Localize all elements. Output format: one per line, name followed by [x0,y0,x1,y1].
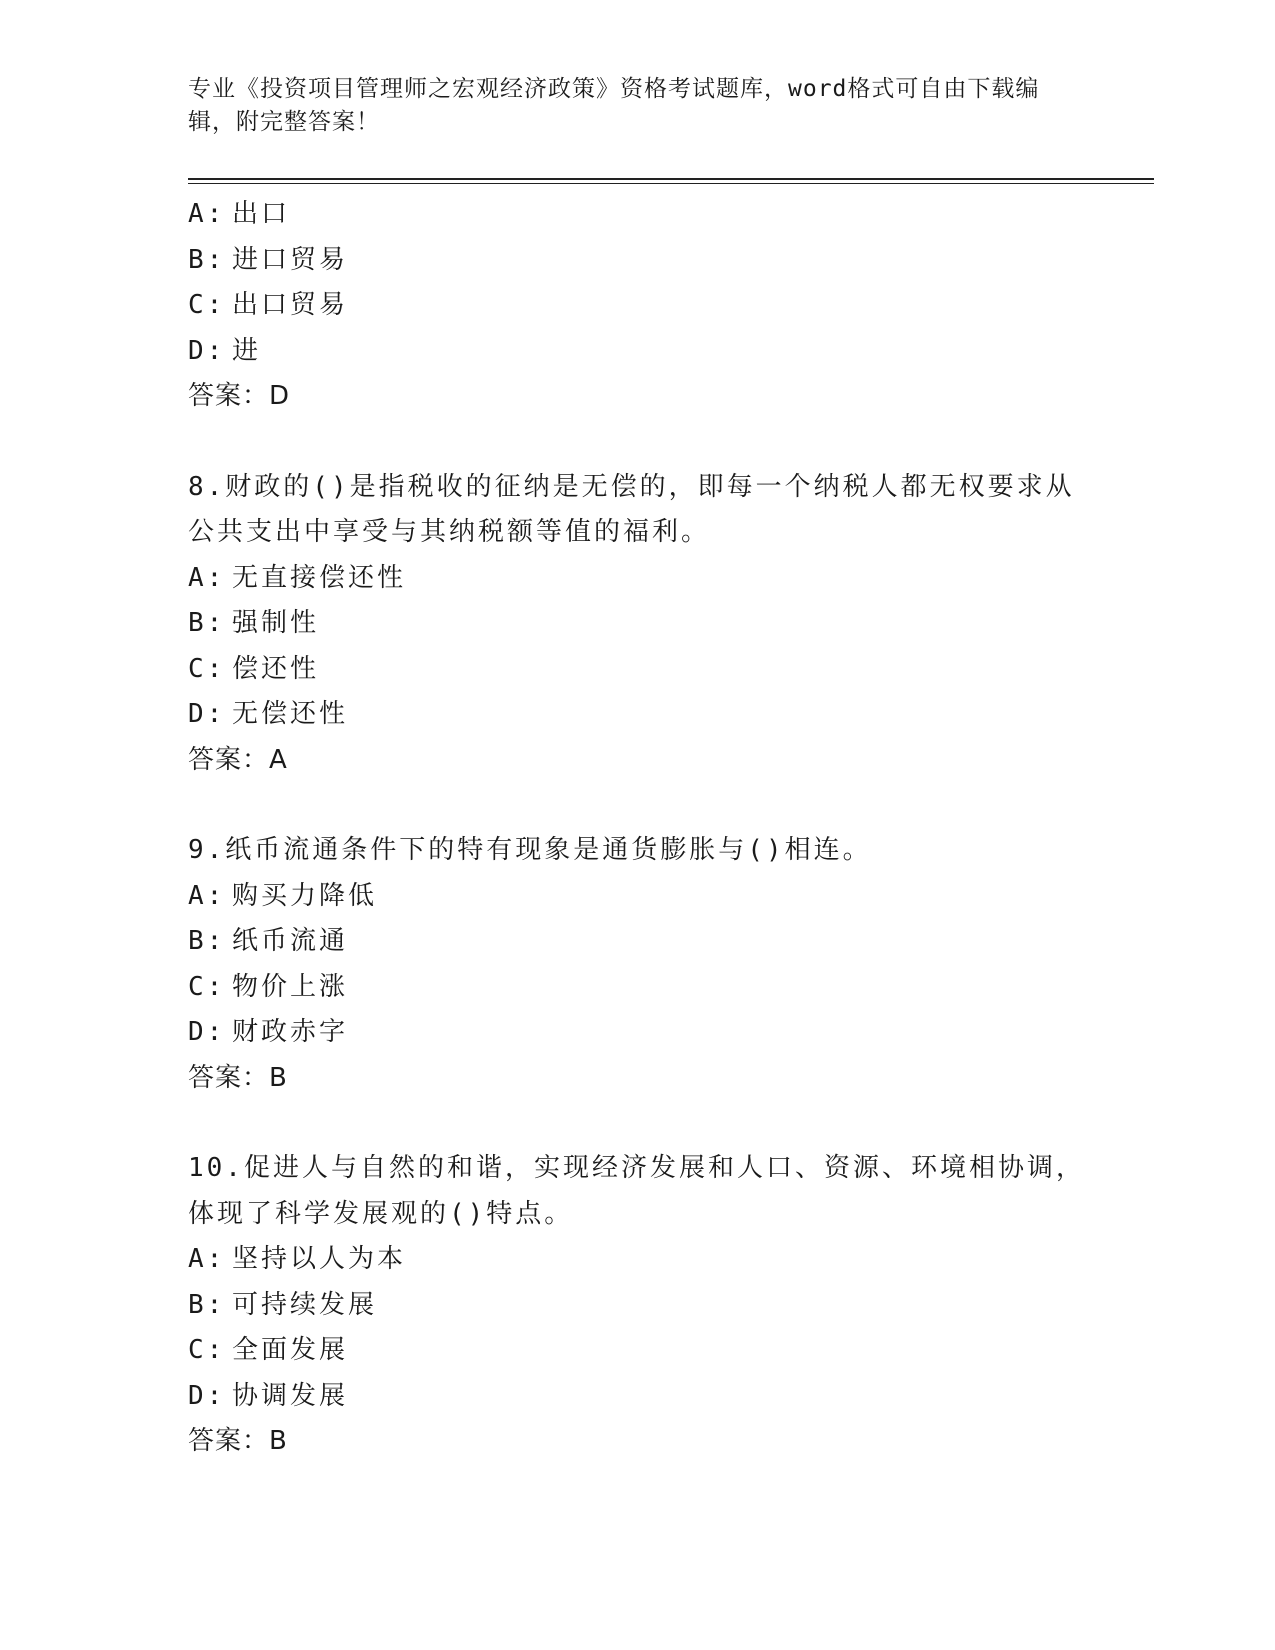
header-line-2: 辑，附完整答案！ [188,109,380,135]
option-text: 进 [232,335,262,366]
option-text: 物价上涨 [232,971,349,1002]
option-key: D: [188,1017,226,1047]
option-key: A: [188,880,226,911]
option-key: A: [188,562,226,593]
option-key: A: [188,1244,226,1274]
option-key: D: [188,1380,226,1411]
question-stem-line-1: 10.促进人与自然的和谐，实现经济发展和人口、资源、环境相协调， [188,1153,1085,1183]
option-text: 购买力降低 [232,880,378,911]
spacer [188,420,1088,465]
question-stem-line-2: 体现了科学发展观的()特点。 [188,1198,574,1229]
spacer [188,1101,1088,1146]
spacer [188,783,1088,828]
answer-line: 答案：A [188,744,288,775]
option-key: D: [188,335,226,366]
option-text: 进口贸易 [232,244,349,275]
option-c [188,647,1088,693]
option-d [188,692,1088,738]
question-stem-line-1: 9.纸币流通条件下的特有现象是通货膨胀与()相连。 [188,835,872,865]
question-stem-line-1: 8.财政的()是指税收的征纳是无偿的，即每一个纳税人都无权要求从 [188,471,1075,502]
answer-line: 答案：D [188,381,291,411]
option-key: C: [188,653,226,684]
header-line-1: 专业《投资项目管理师之宏观经济政策》资格考试题库，word格式可自由下载编 [188,76,1040,102]
question-block [188,828,1088,1101]
option-d [188,1010,1088,1056]
question-list [188,192,1088,1465]
option-a [188,192,1088,238]
option-text: 出口 [232,199,291,229]
question-block [188,192,1088,420]
header-rule-thick [188,178,1154,180]
option-text: 全面发展 [232,1335,349,1365]
option-b [188,919,1088,965]
option-key: C: [188,290,226,320]
option-b [188,238,1088,284]
option-key: B: [188,608,226,638]
option-c [188,283,1088,329]
option-key: C: [188,1335,226,1365]
answer-line: 答案：B [188,1426,288,1456]
option-text: 纸币流通 [232,926,349,956]
option-key: A: [188,199,226,229]
option-key: B: [188,1289,226,1320]
option-text: 可持续发展 [232,1289,378,1320]
document-header [188,73,1088,139]
option-key: D: [188,699,226,729]
option-b [188,601,1088,647]
option-text: 偿还性 [232,653,320,684]
option-text: 财政赤字 [232,1017,349,1047]
option-a [188,556,1088,602]
option-a [188,1237,1088,1283]
option-key: B: [188,244,226,275]
option-key: B: [188,926,226,956]
option-text: 坚持以人为本 [232,1244,407,1274]
answer-line: 答案：B [188,1062,288,1093]
option-a [188,874,1088,920]
question-block [188,465,1088,784]
option-b [188,1283,1088,1329]
question-stem-line-2: 公共支出中享受与其纳税额等值的福利。 [188,517,711,547]
option-c [188,965,1088,1011]
question-block [188,1146,1088,1465]
option-text: 无直接偿还性 [232,562,407,593]
option-d [188,329,1088,375]
option-key: C: [188,971,226,1002]
header-rule-thin [188,183,1154,184]
option-d [188,1374,1088,1420]
option-text: 协调发展 [232,1380,349,1411]
option-text: 强制性 [232,608,320,638]
option-c [188,1328,1088,1374]
option-text: 出口贸易 [232,290,349,320]
option-text: 无偿还性 [232,699,349,729]
